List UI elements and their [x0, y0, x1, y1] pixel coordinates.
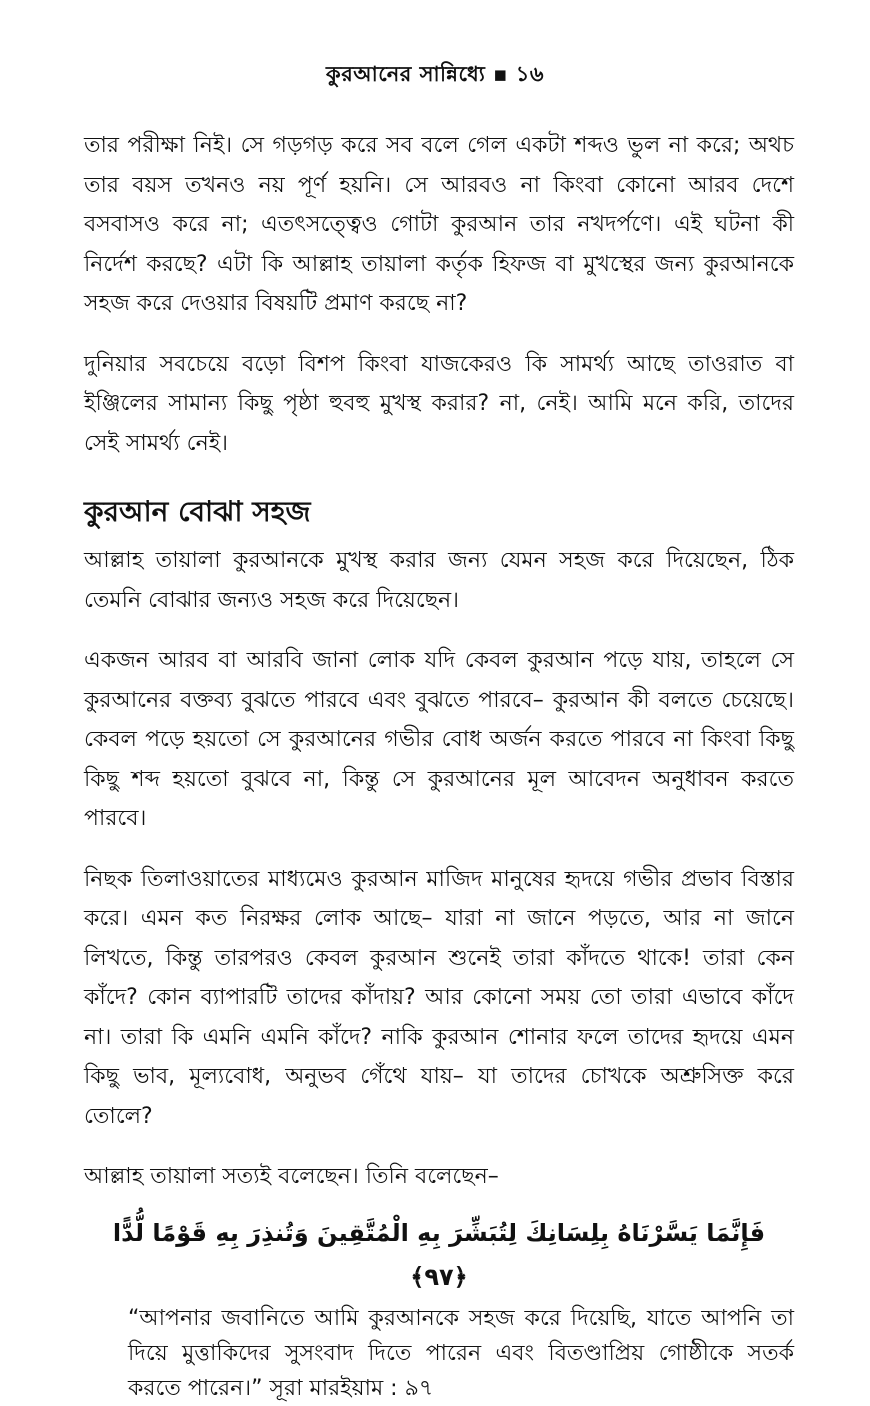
page-body	[84, 126, 794, 1406]
verse-translation: “আপনার জবানিতে আমি কুরআনকে সহজ করে দিয়েছি, যাতে আপনি তা দিয়ে মুত্তাকিদের সুসংবাদ দিতে পারেন এবং বিতণ্ডাপ্রিয় গোষ্ঠীকে সতর্ক করতে পারেন।” সূরা মারইয়াম : ৯৭	[128, 1305, 794, 1401]
arabic-verse: فَإِنَّمَا يَسَّرْنَاهُ بِلِسَانِكَ لِتُبَشِّرَ بِهِ الْمُتَّقِينَ وَتُنذِرَ بِهِ قَوْمًا لُّدًّا ﴿٩٧﴾	[112, 1218, 766, 1291]
paragraph-easy-understanding: আল্লাহ তায়ালা কুরআনকে মুখস্থ করার জন্য যেমন সহজ করে দিয়েছেন, ঠিক তেমনি বোঝার জন্যও সহজ করে দিয়েছেন।	[84, 548, 794, 613]
paragraph-arab-reader: একজন আরব বা আরবি জানা লোক যদি কেবল কুরআন পড়ে যায়, তাহলে সে কুরআনের বক্তব্য বুঝতে পারবে এবং বুঝতে পারবে– কুরআন কী বলতে চেয়েছে। কেবল পড়ে হয়তো সে কুরআনের গভীর বোধ অর্জন করতে পারবে না কিংবা কিছু কিছু শব্দ হয়তো বুঝবে না, কিন্তু সে কুরআনের মূল আবেদন অনুধাবন করতে পারবে।	[84, 648, 794, 831]
running-header: কুরআনের সান্নিধ্যে ▪ ১৬	[326, 62, 544, 86]
paragraph-hifz-example: তার পরীক্ষা নিই। সে গড়গড় করে সব বলে গেল একটা শব্দও ভুল না করে; অথচ তার বয়স তখনও নয় পূর্ণ হয়নি। সে আরবও না কিংবা কোনো আরব দেশে বসবাসও করে না; এতৎসত্ত্বেও গোটা কুরআন তার নখদর্পণে। এই ঘটনা কী নির্দেশ করছে? এটা কি আল্লাহ তায়ালা কর্তৃক হিফজ বা মুখস্থের জন্য কুরআনকে সহজ করে দেওয়ার বিষয়টি প্রমাণ করছে না?	[84, 133, 794, 316]
paragraph-bishop-comparison: দুনিয়ার সবচেয়ে বড়ো বিশপ কিংবা যাজকেরও কি সামর্থ্য আছে তাওরাত বা ইঞ্জিলের সামান্য কিছু পৃষ্ঠা হুবহু মুখস্থ করার? না, নেই। আমি মনে করি, তাদের সেই সামর্থ্য নেই।	[84, 351, 794, 456]
paragraph-allah-says: আল্লাহ তায়ালা সত্যই বলেছেন। তিনি বলেছেন–	[84, 1164, 499, 1189]
paragraph-recitation-impact: নিছক তিলাওয়াতের মাধ্যমেও কুরআন মাজিদ মানুষের হৃদয়ে গভীর প্রভাব বিস্তার করে। এমন কত নিরক্ষর লোক আছে– যারা না জানে পড়তে, আর না জানে লিখতে, কিন্তু তারপরও কেবল কুরআন শুনেই তারা কাঁদতে থাকে! তারা কেন কাঁদে? কোন ব্যাপারটি তাদের কাঁদায়? আর কোনো সময় তো তারা এভাবে কাঁদে না। তারা কি এমনি এমনি কাঁদে? নাকি কুরআন শোনার ফলে তাদের হৃদয়ে এমন কিছু ভাব, মূল্যবোধ, অনুভব গেঁথে যায়– যা তাদের চোখকে অশ্রুসিক্ত করে তোলে?	[84, 866, 794, 1129]
section-heading: কুরআন বোঝা সহজ	[84, 495, 311, 528]
